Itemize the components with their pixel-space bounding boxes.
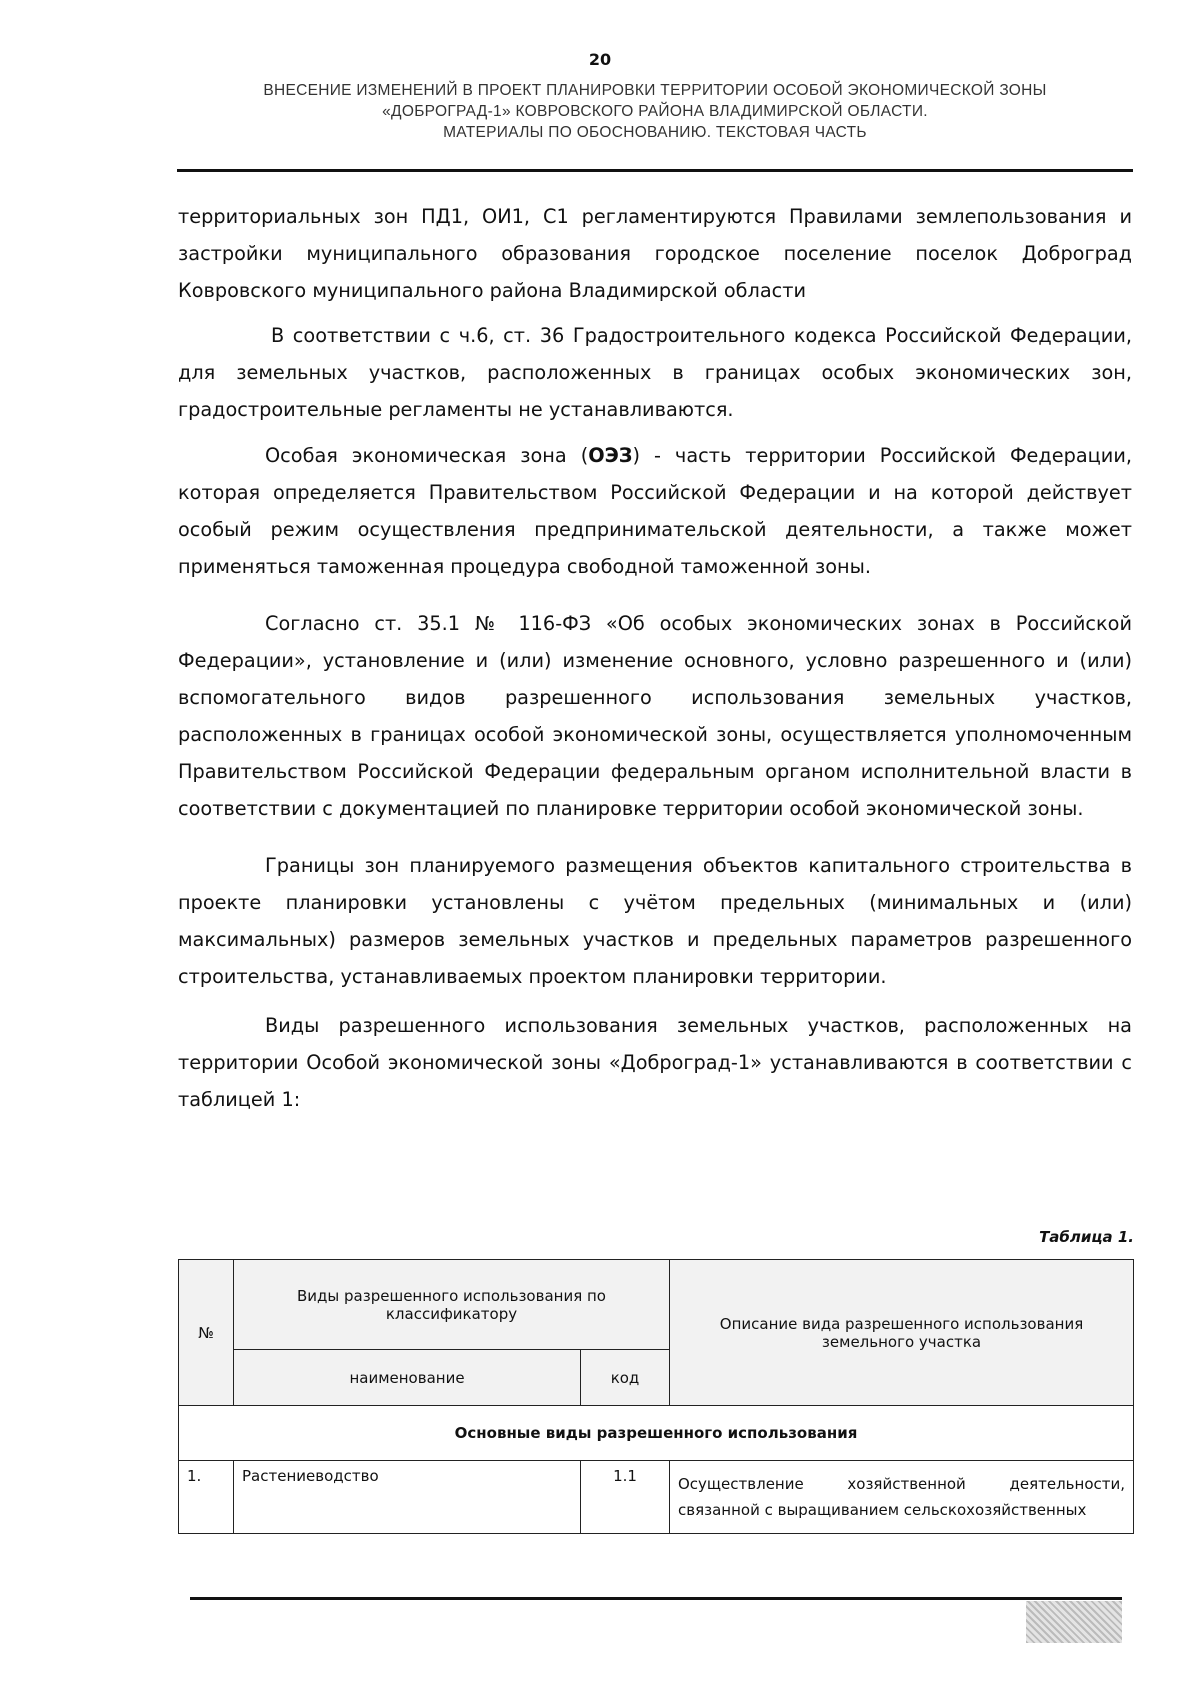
document-header xyxy=(175,80,1135,143)
header-line-2: «ДОБРОГРАД-1» КОВРОВСКОГО РАЙОНА ВЛАДИМИРСКОЙ ОБЛАСТИ. xyxy=(382,103,928,120)
row-description: Осуществление хозяйственной деятельности, связанной с выращиванием сельскохозяйственных xyxy=(670,1461,1134,1534)
table-caption: Таблица 1. xyxy=(1039,1228,1134,1246)
paragraph-6: Виды разрешенного использования земельных участков, расположенных на территории Особой экономической зоны «Доброград-1» устанавливаются в соответствии с таблицей 1: xyxy=(178,1014,1132,1111)
body-text xyxy=(178,198,1132,1118)
header-line-1: ВНЕСЕНИЕ ИЗМЕНЕНИЙ В ПРОЕКТ ПЛАНИРОВКИ ТЕРРИТОРИИ ОСОБОЙ ЭКОНОМИЧЕСКОЙ ЗОНЫ xyxy=(263,82,1047,99)
paragraph-5: Границы зон планируемого размещения объектов капитального строительства в проекте планировки установлены с учётом предельных (минимальных и (или) максимальных) размеров земельных участков и предельных параметров разрешенного строительства, устанавливаемых проектом планировки территории. xyxy=(178,854,1132,988)
paragraph-3-text-a: Особая экономическая зона ( xyxy=(265,444,589,467)
header-name: наименование xyxy=(234,1350,581,1406)
header-description: Описание вида разрешенного использования земельного участка xyxy=(670,1260,1134,1406)
scan-artifact xyxy=(1026,1601,1122,1643)
section-row xyxy=(179,1406,1134,1461)
row-name: Растениеводство xyxy=(234,1461,581,1534)
header-code: код xyxy=(581,1350,670,1406)
table-header-row xyxy=(179,1260,1134,1350)
row-number: 1. xyxy=(179,1461,234,1534)
row-code: 1.1 xyxy=(581,1461,670,1534)
header-number: № xyxy=(179,1260,234,1406)
paragraph-4: Согласно ст. 35.1 № 116-ФЗ «Об особых экономических зонах в Российской Федерации», установление и (или) изменение основного, условно разрешенного и (или) вспомогательного видов разрешенного использования земельных участков, расположенных в границах особой экономической зоны, осуществляется уполномоченным Правительством Российской Федерации федеральным органом исполнительной власти в соответствии с документацией по планировке территории особой экономической зоны. xyxy=(178,612,1132,820)
section-title: Основные виды разрешенного использования xyxy=(179,1406,1134,1461)
paragraph-1: территориальных зон ПД1, ОИ1, С1 регламентируются Правилами землепользования и застройки муниципального образования городское поселение поселок Доброград Ковровского муниципального района Владимирской области xyxy=(178,205,1132,302)
header-classifier-group: Виды разрешенного использования по классификатору xyxy=(234,1260,670,1350)
oez-abbreviation: ОЭЗ xyxy=(588,444,633,467)
header-line-3: МАТЕРИАЛЫ ПО ОБОСНОВАНИЮ. ТЕКСТОВАЯ ЧАСТЬ xyxy=(443,124,867,141)
paragraph-3 xyxy=(178,437,1132,585)
paragraph-2: В соответствии с ч.6, ст. 36 Градостроительного кодекса Российской Федерации, для земельных участков, расположенных в границах особых экономических зон, градостроительные регламенты не устанавливаются. xyxy=(178,324,1132,421)
land-use-table xyxy=(178,1259,1134,1534)
page-number: 20 xyxy=(588,50,612,69)
paragraph-3-text-b: ) - часть территории Российской Федерации, которая определяется Правительством Российской Федерации и на которой действует особый режим осуществления предпринимательской деятельности, а также может применяться таможенная процедура свободной таможенной зоны. xyxy=(178,444,1132,578)
header-divider xyxy=(177,169,1133,172)
table-row xyxy=(179,1461,1134,1534)
footer-divider xyxy=(190,1597,1122,1600)
